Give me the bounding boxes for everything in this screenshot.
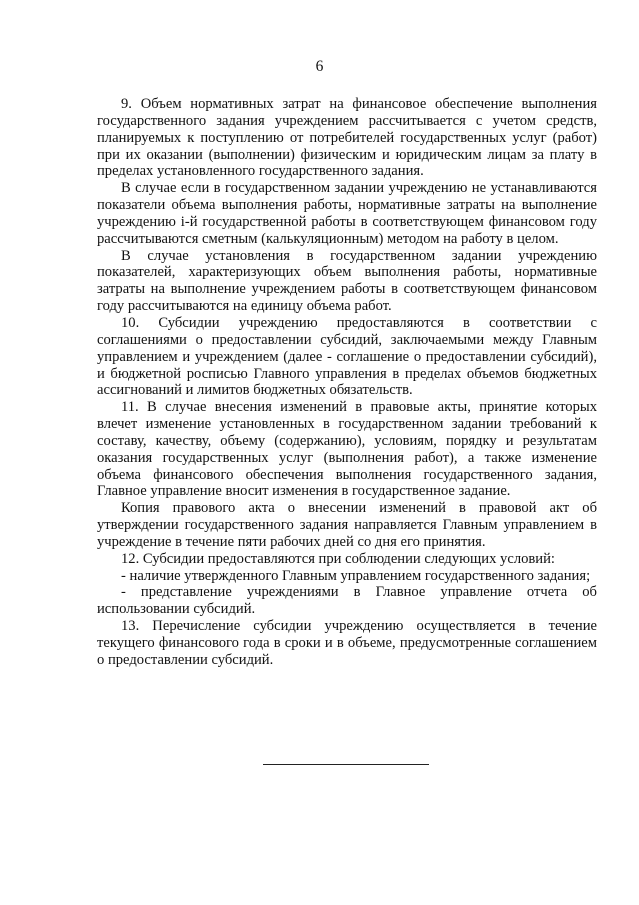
document-body [97, 96, 597, 669]
paragraph-11: 11. В случае внесения изменений в правовые акты, принятие которых влечет изменение установленных в государственном задании требований к составу, качеству, объему (содержанию), условиям, порядку и результатам оказания государственных услуг (выполнения работ), а также изменение объема финансового обеспечения выполнения государственного задания, Главное управление вносит изменения в государственное задание. [97, 399, 597, 500]
end-divider-line [263, 764, 429, 765]
paragraph-11-copy: Копия правового акта о внесении изменений в правовой акт об утверждении государственного задания направляется Главным управлением в учреждение в течение пяти рабочих дней со дня его принятия. [97, 500, 597, 550]
paragraph-9: 9. Объем нормативных затрат на финансовое обеспечение выполнения государственного задания учреждением рассчитывается с учетом средств, планируемых к поступлению от потребителей государственных услуг (работ) при их оказании (выполнении) физическим и юридическим лицам за плату в пределах установленного государственного задания. [97, 96, 597, 180]
paragraph-9-case-no-indicators: В случае если в государственном задании учреждению не устанавливаются показатели объема выполнения работы, нормативные затраты на выполнение учреждению i-й государственной работы в соответствующем финансовом году рассчитываются сметным (калькуляционным) методом на работу в целом. [97, 180, 597, 247]
paragraph-13: 13. Перечисление субсидии учреждению осуществляется в течение текущего финансового года в сроки и в объеме, предусмотренные соглашением о предоставлении субсидий. [97, 618, 597, 668]
paragraph-9-case-indicators: В случае установления в государственном задании учреждению показателей, характеризующих объем выполнения работы, нормативные затраты на выполнение учреждением работы в соответствующем финансовом году рассчитываются на единицу объема работ. [97, 247, 597, 315]
paragraph-12: 12. Субсидии предоставляются при соблюдении следующих условий: [121, 550, 555, 567]
page-number: 6 [315, 58, 324, 75]
paragraph-12-condition-2: - представление учреждениями в Главное управление отчета об использовании субсидий. [97, 584, 597, 618]
paragraph-12-condition-1: - наличие утвержденного Главным управлением государственного задания; [121, 567, 591, 584]
paragraph-10: 10. Субсидии учреждению предоставляются в соответствии с соглашениями о предоставлении субсидий, заключаемыми между Главным управлением и учреждением (далее - соглашение о предоставлении субсидий), и бюджетной росписью Главного управления в пределах объемов бюджетных ассигнований и лимитов бюджетных обязательств. [97, 314, 597, 399]
